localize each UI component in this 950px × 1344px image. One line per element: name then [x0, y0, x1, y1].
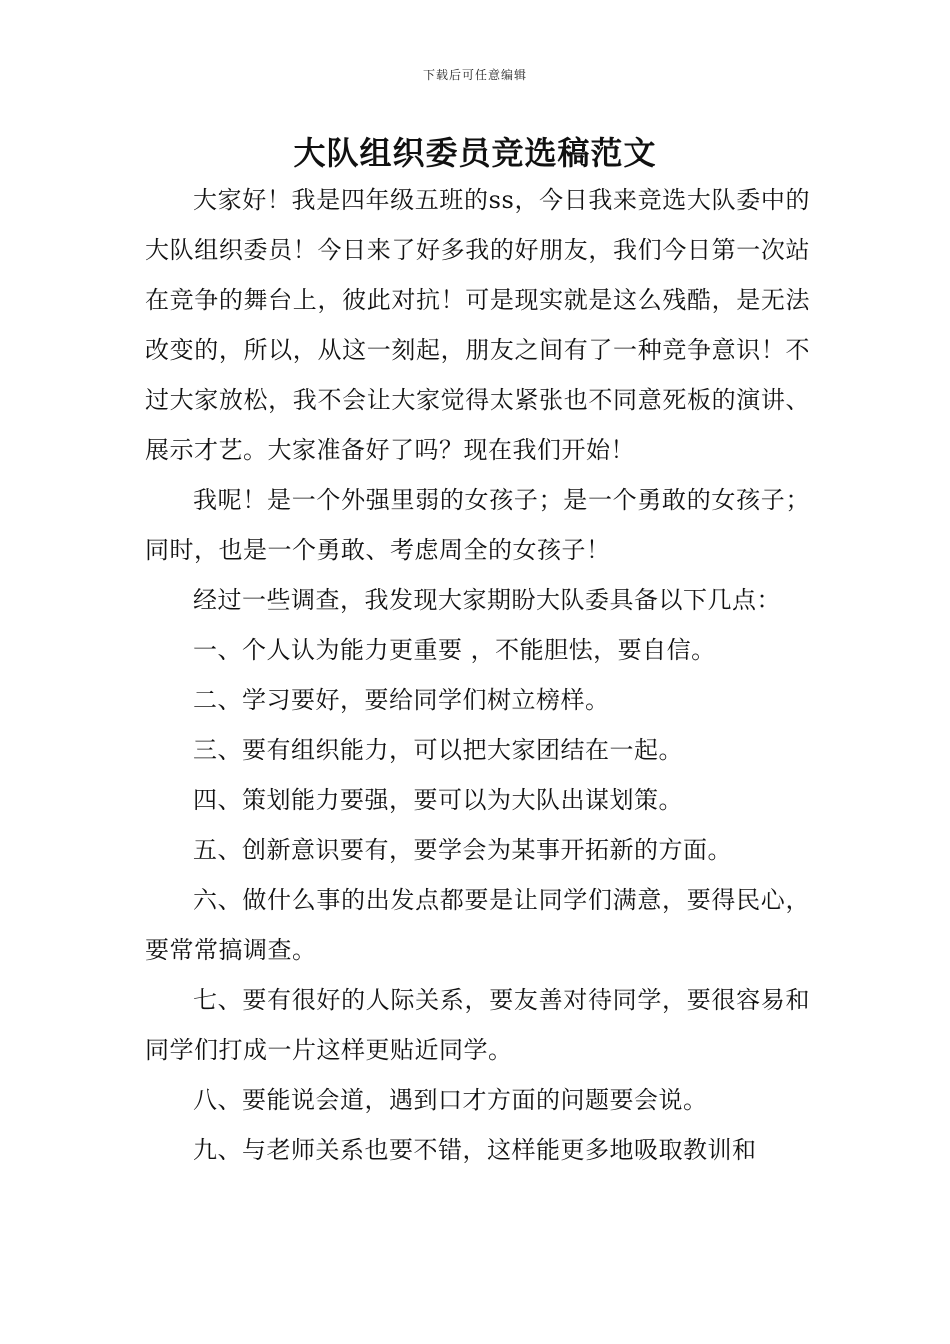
list-item-5: 五、创新意识要有，要学会为某事开拓新的方面。	[193, 836, 732, 864]
paragraph-intro: 大家好！我是四年级五班的ss，今日我来竞选大队委中的大队组织委员！今日来了好多我的好朋友，我们今日第一次站在竞争的舞台上，彼此对抗！可是现实就是这么残酷，是无法改变的，所以，从这一刻起，朋友之间有了一种竞争意识！不过大家放松，我不会让大家觉得太紧张也不同意死板的演讲、展示才艺。大家准备好了吗？现在我们开始！	[145, 186, 810, 464]
document-title: 大队组织委员竞选稿范文	[293, 134, 657, 172]
list-item-2: 二、学习要好，要给同学们树立榜样。	[193, 686, 610, 714]
list-item-1: 一、个人认为能力更重要 ，不能胆怯，要自信。	[193, 636, 716, 664]
list-item-8: 八、要能说会道，遇到口才方面的问题要会说。	[193, 1086, 708, 1114]
list-item-4: 四、策划能力要强，要可以为大队出谋划策。	[193, 786, 683, 814]
paragraph-survey: 经过一些调查，我发现大家期盼大队委具备以下几点：	[193, 586, 781, 614]
document-body	[145, 175, 810, 1175]
paragraph-self-description: 我呢！是一个外强里弱的女孩子；是一个勇敢的女孩子；同时，也是一个勇敢、考虑周全的女孩子！	[145, 486, 810, 564]
list-item-3: 三、要有组织能力，可以把大家团结在一起。	[193, 736, 683, 764]
list-item-6: 六、做什么事的出发点都要是让同学们满意，要得民心，要常常搞调查。	[145, 886, 810, 964]
list-item-7: 七、要有很好的人际关系，要友善对待同学，要很容易和同学们打成一片这样更贴近同学。	[145, 986, 810, 1064]
list-item-9: 九、与老师关系也要不错，这样能更多地吸取教训和	[193, 1136, 757, 1164]
header-note: 下载后可任意编辑	[422, 68, 527, 82]
